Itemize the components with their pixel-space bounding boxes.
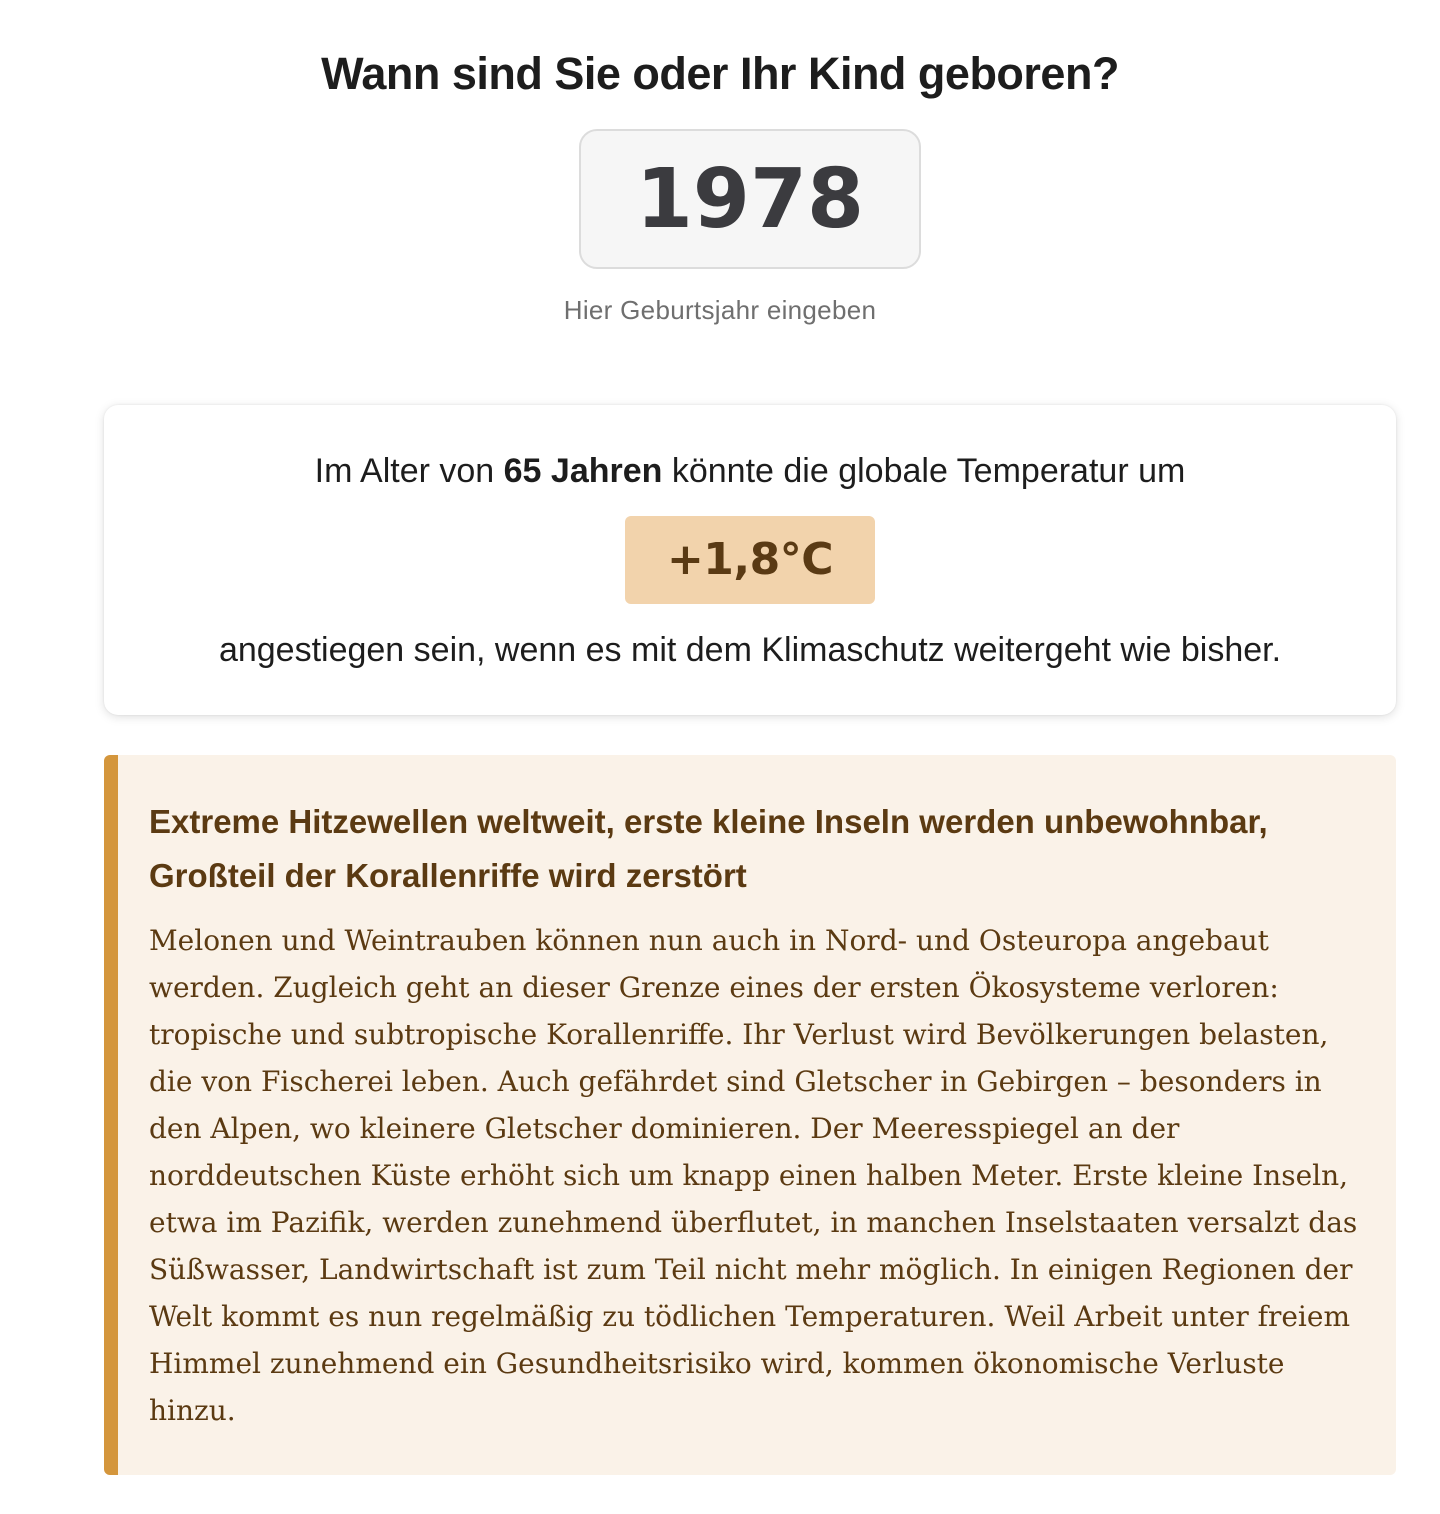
impact-body: Melonen und Weintrauben können nun auch in Nord- und Osteuropa angebaut werden. Zugleich geht an dieser Grenze eines der ersten Ökosysteme verloren: tropische und subtropische Korallenriffe. Ihr Verlust wird Bevölkerungen belasten, die von Fischerei leben. Auch gefährdet sind Gletscher in Gebirgen – besonders in den Alpen, wo kleinere Gletscher dominieren. Der Meeresspiegel an der norddeutschen Küste erhöht sich um knapp einen halben Meter. Erste kleine Inseln, etwa im Pazifik, werden zunehmend überflutet, in manchen Inselstaaten versalzt das Süßwasser, Landwirtschaft ist zum Teil nicht mehr möglich. In einigen Regionen der Welt kommt es nun regelmäßig zu tödlichen Temperaturen. Weil Arbeit unter freiem Himmel zunehmend ein Gesundheitsrisiko wird, kommen ökonomische Verluste hinzu.	[149, 924, 1358, 1427]
result-intro	[104, 449, 1396, 493]
result-suffix: angestiegen sein, wenn es mit dem Klimaschutz weitergeht wie bisher.	[218, 631, 1282, 669]
impact-box	[104, 755, 1396, 1475]
impact-title: Extreme Hitzewellen weltweit, erste kleine Inseln werden unbewohnbar, Großteil der Korallenriffe wird zerstört	[149, 803, 1268, 894]
result-age: 65 Jahren	[503, 452, 663, 490]
result-card	[104, 405, 1396, 715]
result-prefix: Im Alter von	[314, 452, 504, 490]
impact-accent-bar	[104, 755, 118, 1475]
birth-year-hint: Hier Geburtsjahr eingeben	[563, 295, 877, 325]
birth-year-input[interactable]	[579, 129, 921, 269]
question-heading: Wann sind Sie oder Ihr Kind geboren?	[321, 48, 1119, 99]
result-middle: könnte die globale Temperatur um	[662, 452, 1186, 490]
temperature-badge: +1,8°C	[625, 516, 875, 604]
